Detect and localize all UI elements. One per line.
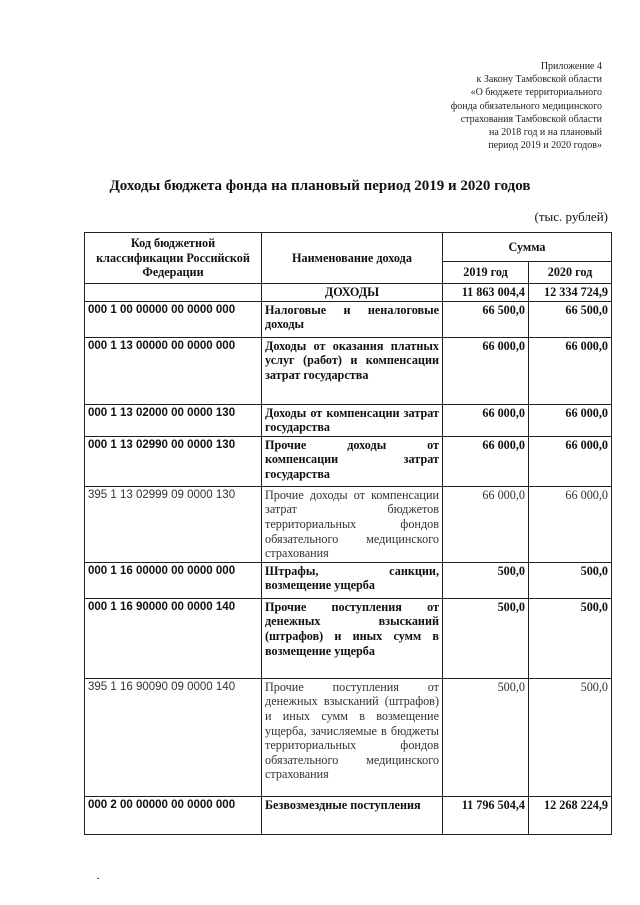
amount-2019-cell: 500,0 — [443, 562, 529, 598]
income-name-cell: Прочие поступления от денежных взысканий (штрафов) и иных сумм в возмещение ущерба — [262, 598, 443, 678]
table-row — [85, 796, 612, 834]
annex-line: страхования Тамбовской области — [460, 113, 602, 125]
table-row — [85, 436, 612, 486]
income-name-cell: Штрафы, санкции, возмещение ущерба — [262, 562, 443, 598]
header-year-2019: 2019 год — [443, 262, 529, 284]
amount-2020-cell: 66 000,0 — [529, 436, 612, 486]
table-row — [85, 301, 612, 337]
table-row — [85, 337, 612, 404]
table-row — [85, 678, 612, 796]
annex-line: «О бюджете территориального — [470, 87, 602, 99]
budget-code-cell: 000 2 00 00000 00 0000 000 — [85, 796, 262, 834]
amount-2020-cell: 500,0 — [529, 678, 612, 796]
header-sum: Сумма — [443, 233, 612, 262]
table-row — [85, 598, 612, 678]
header-name: Наименование дохода — [262, 233, 443, 284]
budget-code-cell: 000 1 16 90000 00 0000 140 — [85, 598, 262, 678]
budget-code-cell: 395 1 13 02999 09 0000 130 — [85, 486, 262, 562]
annex-line: период 2019 и 2020 годов» — [488, 140, 602, 152]
amount-2020-cell: 66 500,0 — [529, 301, 612, 337]
amount-2020-cell: 500,0 — [529, 598, 612, 678]
total-label: ДОХОДЫ — [262, 284, 443, 302]
income-name-cell: Налоговые и неналоговые доходы — [262, 301, 443, 337]
annex-line: фонда обязательного медицинского — [450, 100, 602, 112]
total-2019: 11 863 004,4 — [443, 284, 529, 302]
total-code-cell — [85, 284, 262, 302]
amount-2019-cell: 66 000,0 — [443, 436, 529, 486]
amount-2019-cell: 66 000,0 — [443, 337, 529, 404]
budget-code-cell: 000 1 13 02000 00 0000 130 — [85, 404, 262, 436]
amount-2020-cell: 66 000,0 — [529, 486, 612, 562]
income-name-cell: Прочие доходы от компенсации затрат государства — [262, 436, 443, 486]
revenue-table — [84, 232, 612, 835]
amount-2019-cell: 66 000,0 — [443, 486, 529, 562]
budget-code-cell: 000 1 16 00000 00 0000 000 — [85, 562, 262, 598]
budget-code-cell: 000 1 13 00000 00 0000 000 — [85, 337, 262, 404]
budget-code-cell: 000 1 13 02990 00 0000 130 — [85, 436, 262, 486]
annex-note — [382, 60, 602, 152]
amount-2020-cell: 66 000,0 — [529, 337, 612, 404]
budget-code-cell: 395 1 16 90090 09 0000 140 — [85, 678, 262, 796]
scan-speck — [97, 878, 99, 879]
amount-2020-cell: 66 000,0 — [529, 404, 612, 436]
budget-code-cell: 000 1 00 00000 00 0000 000 — [85, 301, 262, 337]
amount-2019-cell: 500,0 — [443, 678, 529, 796]
total-2020: 12 334 724,9 — [529, 284, 612, 302]
annex-line: Приложение 4 — [540, 61, 602, 72]
amount-2019-cell: 500,0 — [443, 598, 529, 678]
header-year-2020: 2020 год — [529, 262, 612, 284]
amount-2019-cell: 66 500,0 — [443, 301, 529, 337]
table-row — [85, 562, 612, 598]
table-row — [85, 404, 612, 436]
amount-2020-cell: 500,0 — [529, 562, 612, 598]
income-name-cell: Доходы от оказания платных услуг (работ) и компенсации затрат государства — [262, 337, 443, 404]
amount-2019-cell: 11 796 504,4 — [443, 796, 529, 834]
units-label: (тыс. рублей) — [534, 209, 608, 224]
income-name-cell: Прочие доходы от компенсации затрат бюджетов территориальных фондов обязательного медицинского страхования — [262, 486, 443, 562]
page-title: Доходы бюджета фонда на плановый период 2019 и 2020 годов — [109, 178, 531, 194]
table-row — [85, 486, 612, 562]
amount-2019-cell: 66 000,0 — [443, 404, 529, 436]
total-row — [85, 284, 612, 302]
header-code: Код бюджетной классификации Российской Федерации — [85, 233, 262, 284]
income-name-cell: Доходы от компенсации затрат государства — [262, 404, 443, 436]
annex-line: на 2018 год и на плановый — [488, 127, 602, 139]
amount-2020-cell: 12 268 224,9 — [529, 796, 612, 834]
income-name-cell: Безвозмездные поступления — [262, 796, 443, 834]
annex-line: к Закону Тамбовской области — [476, 74, 602, 86]
income-name-cell: Прочие поступления от денежных взысканий (штрафов) и иных сумм в возмещение ущерба, зачисляемые в бюджеты территориальных фондов обязательного медицинского страхования — [262, 678, 443, 796]
